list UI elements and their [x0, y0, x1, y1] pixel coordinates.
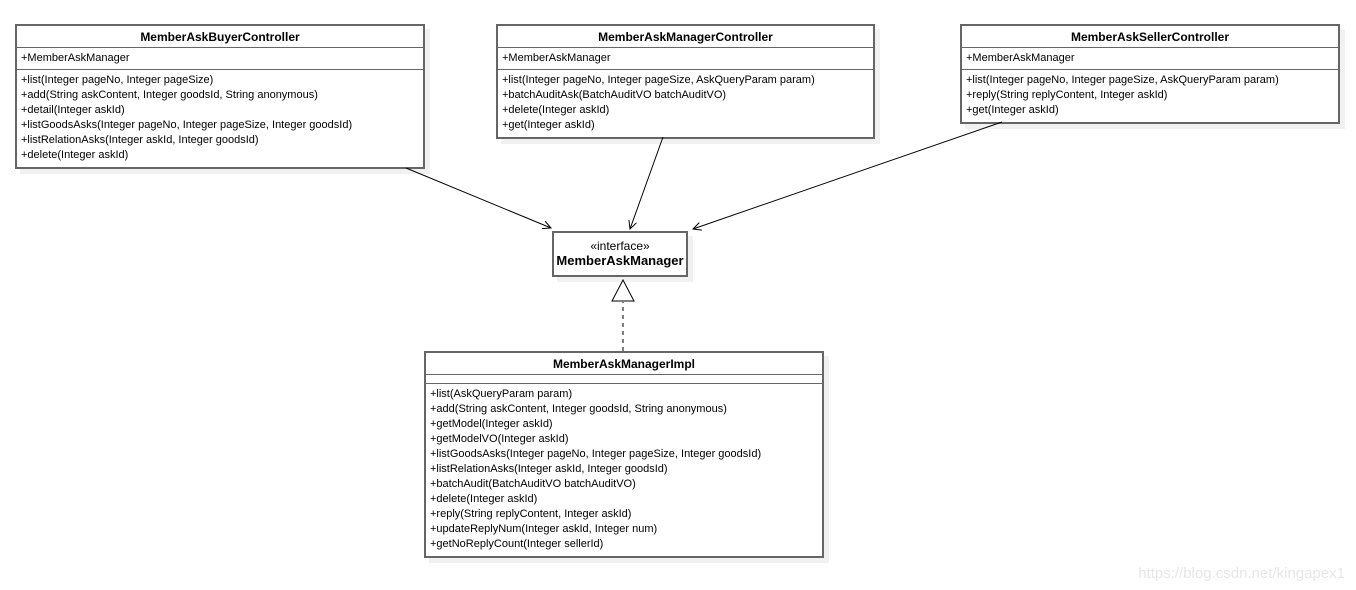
method-line: +listRelationAsks(Integer askId, Integer goodsId) [430, 463, 668, 475]
method-line: +getModel(Integer askId) [430, 418, 553, 430]
class-title: MemberAskSellerController [962, 26, 1338, 48]
class-title: MemberAskManagerImpl [426, 353, 822, 375]
method-line: +updateReplyNum(Integer askId, Integer num) [430, 523, 658, 535]
method-line: +getNoReplyCount(Integer sellerId) [430, 538, 604, 550]
class-box-member-ask-buyer-controller [15, 24, 425, 169]
attribute-line: +MemberAskManager [966, 52, 1075, 64]
realization-hollow-triangle-icon [612, 280, 634, 301]
interface-box-member-ask-manager [552, 231, 688, 277]
association-buyer-controller-to-interface [406, 168, 551, 228]
method-line: +list(AskQueryParam param) [430, 388, 573, 400]
method-line: +listGoodsAsks(Integer pageNo, Integer pageSize, Integer goodsId) [430, 448, 762, 460]
method-line: +delete(Integer askId) [502, 104, 610, 116]
class-methods [498, 70, 873, 137]
method-line: +reply(String replyContent, Integer askId) [430, 508, 632, 520]
class-attributes [962, 48, 1338, 70]
class-box-member-ask-manager-controller [496, 24, 875, 139]
class-title: MemberAskBuyerController [17, 26, 423, 48]
class-methods [962, 70, 1338, 122]
method-line: +listRelationAsks(Integer askId, Integer goodsId) [21, 134, 259, 146]
class-methods [426, 384, 822, 556]
interface-title: MemberAskManager [556, 253, 684, 268]
attribute-line: +MemberAskManager [21, 52, 130, 64]
class-attributes [17, 48, 423, 70]
method-line: +batchAuditAsk(BatchAuditVO batchAuditVO) [502, 89, 727, 101]
method-line: +get(Integer askId) [966, 104, 1059, 116]
method-line: +delete(Integer askId) [21, 149, 129, 161]
method-line: +list(Integer pageNo, Integer pageSize, AskQueryParam param) [966, 74, 1279, 86]
class-attributes [498, 48, 873, 70]
method-line: +getModelVO(Integer askId) [430, 433, 569, 445]
method-line: +list(Integer pageNo, Integer pageSize) [21, 74, 214, 86]
class-box-member-ask-manager-impl [424, 351, 824, 558]
class-attributes-empty [426, 375, 822, 384]
watermark-text: https://blog.csdn.net/kingapex1 [1138, 565, 1345, 582]
class-title: MemberAskManagerController [498, 26, 873, 48]
method-line: +add(String askContent, Integer goodsId, String anonymous) [21, 89, 318, 101]
class-box-member-ask-seller-controller [960, 24, 1340, 124]
method-line: +listGoodsAsks(Integer pageNo, Integer pageSize, Integer goodsId) [21, 119, 353, 131]
method-line: +add(String askContent, Integer goodsId, String anonymous) [430, 403, 727, 415]
interface-stereotype: «interface» [590, 239, 650, 253]
method-line: +get(Integer askId) [502, 119, 595, 131]
method-line: +reply(String replyContent, Integer askId) [966, 89, 1168, 101]
method-line: +detail(Integer askId) [21, 104, 125, 116]
method-line: +list(Integer pageNo, Integer pageSize, AskQueryParam param) [502, 74, 815, 86]
method-line: +batchAudit(BatchAuditVO batchAuditVO) [430, 478, 636, 490]
class-methods [17, 70, 423, 167]
attribute-line: +MemberAskManager [502, 52, 611, 64]
association-manager-controller-to-interface [630, 137, 663, 229]
method-line: +delete(Integer askId) [430, 493, 538, 505]
